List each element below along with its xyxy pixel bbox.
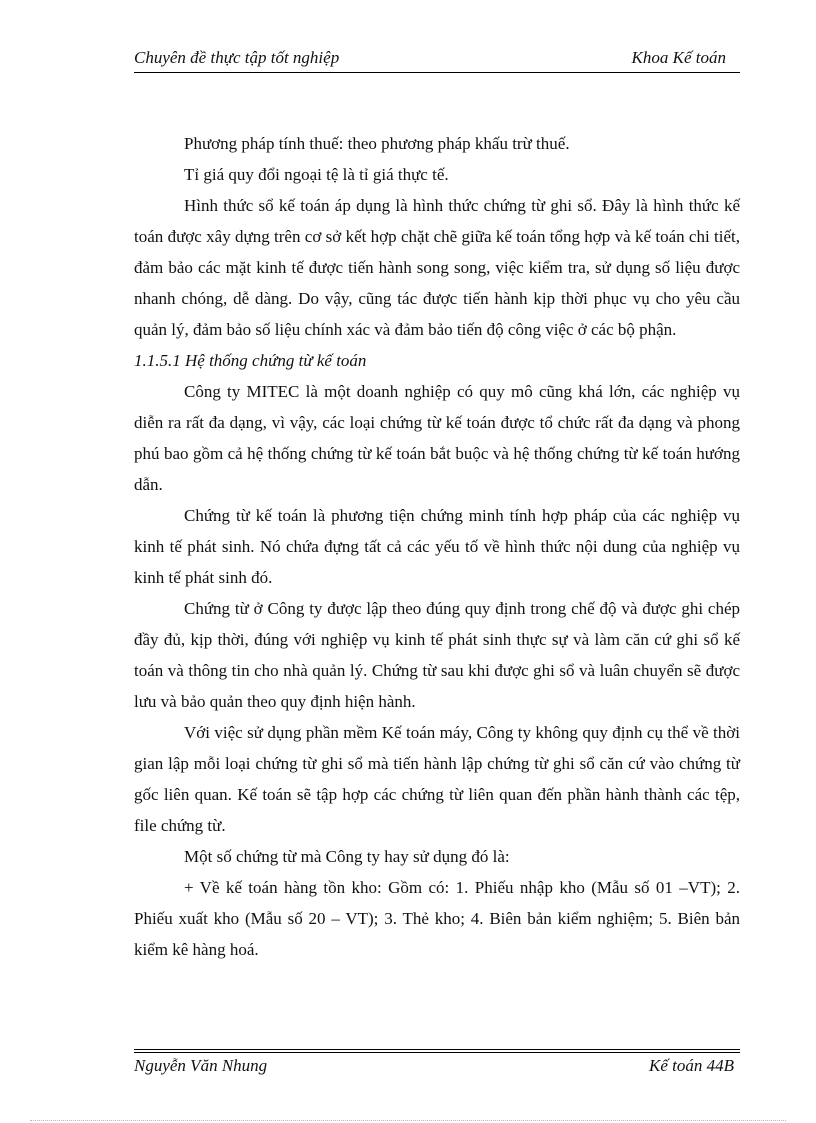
footer-rule-top	[134, 1049, 740, 1050]
paragraph-voucher-definition: Chứng từ kế toán là phương tiện chứng minh tính hợp pháp của các nghiệp vụ kinh tế phát sinh. Nó chứa đựng tất cả các yếu tố về hình thức nội dung của nghiệp vụ kinh tế phát sinh đó.	[134, 506, 740, 587]
paragraph-exchange-rate: Tỉ giá quy đổi ngoại tệ là tỉ giá thực tế.	[184, 165, 449, 184]
paragraph-company-overview: Công ty MITEC là một doanh nghiệp có quy mô cũng khá lớn, các nghiệp vụ diễn ra rất đa dạng, vì vậy, các loại chứng từ kế toán được tổ chức rất đa dạng và phong phú bao gồm cả hệ thống chứng từ kế toán bắt buộc và hệ thống chứng từ kế toán hướng dẫn.	[134, 382, 740, 494]
header-right-text: Khoa Kế toán	[631, 48, 726, 67]
section-heading: 1.1.5.1 Hệ thống chứng từ kế toán	[134, 351, 367, 370]
paragraph-voucher-preparation: Chứng từ ở Công ty được lập theo đúng quy định trong chế độ và được ghi chép đầy đủ, kịp thời, đúng với nghiệp vụ kinh tế phát sinh thực sự và làm căn cứ ghi sổ kế toán và thông tin cho nhà quản lý. Chứng từ sau khi được ghi sổ và luân chuyển sẽ được lưu và bảo quản theo quy định hiện hành.	[134, 599, 740, 711]
page-bottom-border	[30, 1120, 786, 1121]
footer-author: Nguyễn Văn Nhung	[134, 1056, 268, 1075]
paragraph-voucher-list-intro: Một số chứng từ mà Công ty hay sử dụng đó là:	[184, 847, 510, 866]
document-body	[134, 128, 740, 965]
footer-class: Kế toán 44B	[649, 1056, 734, 1075]
paragraph-inventory-vouchers: + Về kế toán hàng tồn kho: Gồm có: 1. Phiếu nhập kho (Mẫu số 01 –VT); 2. Phiếu xuất kho (Mẫu số 20 – VT); 3. Thẻ kho; 4. Biên bản kiểm nghiệm; 5. Biên bản kiểm kê hàng hoá.	[134, 878, 740, 959]
paragraph-bookkeeping-form: Hình thức sổ kế toán áp dụng là hình thức chứng từ ghi sổ. Đây là hình thức kế toán được xây dựng trên cơ sở kết hợp chặt chẽ giữa kế toán tổng hợp và kế toán chi tiết, đảm bảo các mặt kinh tế được tiến hành song song, việc kiểm tra, sử dụng số liệu được nhanh chóng, dễ dàng. Do vậy, cũng tác được tiến hành kịp thời phục vụ cho yêu cầu quản lý, đảm bảo số liệu chính xác và đảm bảo tiến độ công việc ở các bộ phận.	[134, 196, 740, 339]
header-left-text: Chuyên đề thực tập tốt nghiệp	[134, 48, 340, 67]
header-rule	[134, 72, 740, 73]
paragraph-tax-method: Phương pháp tính thuế: theo phương pháp khấu trừ thuế.	[184, 134, 570, 153]
paragraph-software-usage: Với việc sử dụng phần mềm Kế toán máy, Công ty không quy định cụ thể về thời gian lập mỗi loại chứng từ ghi sổ mà tiến hành lập chứng từ ghi sổ căn cứ vào chứng từ gốc liên quan. Kế toán sẽ tập hợp các chứng từ liên quan đến phần hành thành các tệp, file chứng từ.	[134, 723, 740, 835]
footer-rule-bottom	[134, 1052, 740, 1053]
page-footer	[134, 1056, 740, 1078]
page-header	[134, 48, 740, 70]
